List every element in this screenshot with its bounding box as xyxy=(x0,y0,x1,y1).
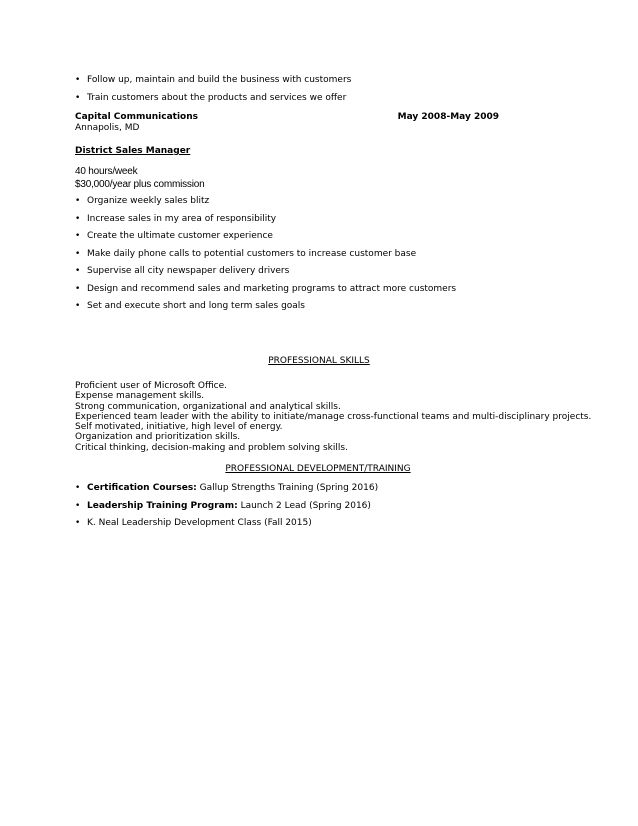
job-hours: 40 hours/week xyxy=(75,166,138,177)
skill-line: Critical thinking, decision-making and problem solving skills. xyxy=(75,442,348,453)
employment-dates: May 2008-May 2009 xyxy=(397,112,499,122)
professional-skills-heading: PROFESSIONAL SKILLS xyxy=(268,356,370,366)
list-item xyxy=(75,483,378,494)
job-location: Annapolis, MD xyxy=(75,123,140,133)
skills-list xyxy=(75,381,591,453)
skill-line: Organization and prioritization skills. xyxy=(75,432,241,443)
list-item: • Organize weekly sales blitz xyxy=(75,196,456,207)
training-list xyxy=(75,483,378,536)
list-item xyxy=(75,501,378,512)
job-header xyxy=(75,112,499,134)
skill-line: Expense management skills. xyxy=(75,391,205,402)
list-item: • Train customers about the products and services we offer xyxy=(75,93,351,104)
list-item: • Follow up, maintain and build the business with customers xyxy=(75,75,351,86)
list-item xyxy=(75,518,378,529)
job-pay: $30,000/year plus commission xyxy=(75,179,205,190)
job-duties-list xyxy=(75,196,456,319)
previous-job-bullets xyxy=(75,75,351,110)
training-label: Certification Courses: xyxy=(87,483,197,493)
skill-line: Self motivated, initiative, high level of energy. xyxy=(75,422,283,433)
training-text: Launch 2 Lead (Spring 2016) xyxy=(237,500,371,511)
training-label: Leadership Training Program: xyxy=(87,500,238,511)
skill-line: Experienced team leader with the ability to initiate/manage cross-functional teams and multi-disciplinary projects. xyxy=(75,411,592,422)
list-item: • Design and recommend sales and marketing programs to attract more customers xyxy=(75,284,456,295)
company-name: Capital Communications xyxy=(75,112,198,122)
training-text: K. Neal Leadership Development Class (Fall 2015) xyxy=(87,518,312,528)
job-title: District Sales Manager xyxy=(75,146,191,156)
list-item: • Create the ultimate customer experience xyxy=(75,231,456,242)
list-item: • Set and execute short and long term sales goals xyxy=(75,301,456,312)
professional-development-heading: PROFESSIONAL DEVELOPMENT/TRAINING xyxy=(225,464,411,474)
training-text: Gallup Strengths Training (Spring 2016) xyxy=(196,483,379,493)
job-terms xyxy=(75,165,204,191)
list-item: • Supervise all city newspaper delivery drivers xyxy=(75,266,456,277)
list-item: • Increase sales in my area of responsibility xyxy=(75,214,456,225)
list-item: • Make daily phone calls to potential customers to increase customer base xyxy=(75,249,456,260)
skill-line: Proficient user of Microsoft Office. xyxy=(75,381,228,391)
skill-line: Strong communication, organizational and analytical skills. xyxy=(75,401,341,412)
